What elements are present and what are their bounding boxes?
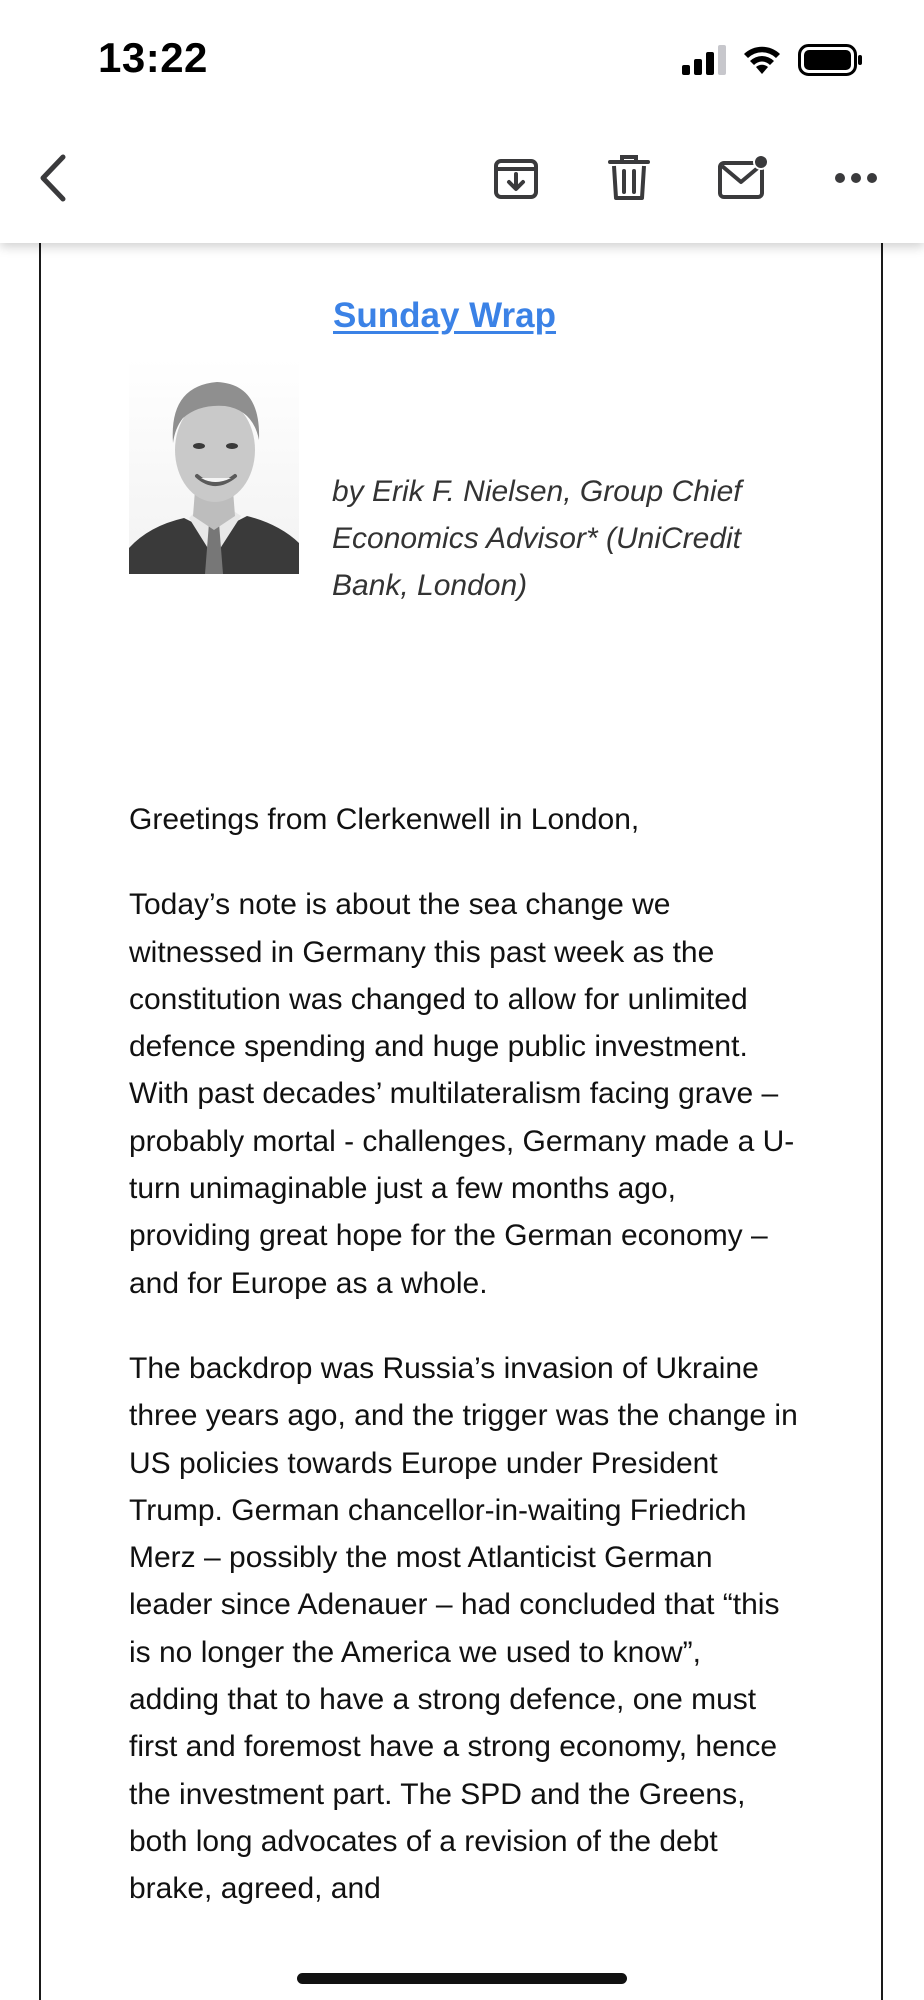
newsletter-title-link[interactable]: Sunday Wrap [333, 296, 557, 335]
top-bar [0, 0, 924, 243]
more-options-button[interactable] [826, 150, 886, 210]
archive-button[interactable] [486, 150, 546, 210]
signal-icon [682, 45, 726, 80]
home-indicator[interactable] [297, 1973, 627, 1984]
greeting-paragraph: Greetings from Clerkenwell in London, [129, 803, 640, 836]
mark-unread-icon [717, 155, 769, 206]
email-toolbar [0, 150, 924, 210]
trash-icon [608, 154, 650, 207]
body-paragraph: Today’s note is about the sea change we witnessed in Germany this past week as the constitution was changed to allow for unlimited defence spending and huge public investment. With past decades’ multilateralism facing grave – probably mortal - challenges, Germany made a U-turn unimaginable just a few months ago, providing great hope for the German economy – and for Europe as a whole. [129, 888, 795, 1300]
back-button[interactable] [22, 150, 82, 210]
status-time: 13:22 [98, 34, 208, 81]
archive-icon [493, 155, 539, 206]
author-photo [129, 358, 299, 574]
wifi-icon [742, 45, 782, 80]
email-body [129, 796, 799, 1951]
back-chevron-icon [35, 153, 69, 208]
author-byline: by Erik F. Nielsen, Group Chief Economics Advisor* (UniCredit Bank, London) [332, 475, 742, 602]
status-icons [682, 44, 864, 81]
body-paragraph: The backdrop was Russia’s invasion of Ukraine three years ago, and the trigger was the change in US policies towards Europe under President Trump. German chancellor-in-waiting Friedrich Merz – possibly the most Atlanticist German leader since Adenauer – had concluded that “this is no longer the America we used to know”, adding that to have a strong defence, one must first and foremost have a strong economy, hence the investment part. The SPD and the Greens, both long advocates of a revision of the debt brake, agreed, and [129, 1351, 798, 1906]
battery-icon [798, 44, 864, 81]
more-options-icon [834, 171, 878, 189]
mark-unread-button[interactable] [713, 150, 773, 210]
delete-button[interactable] [599, 150, 659, 210]
